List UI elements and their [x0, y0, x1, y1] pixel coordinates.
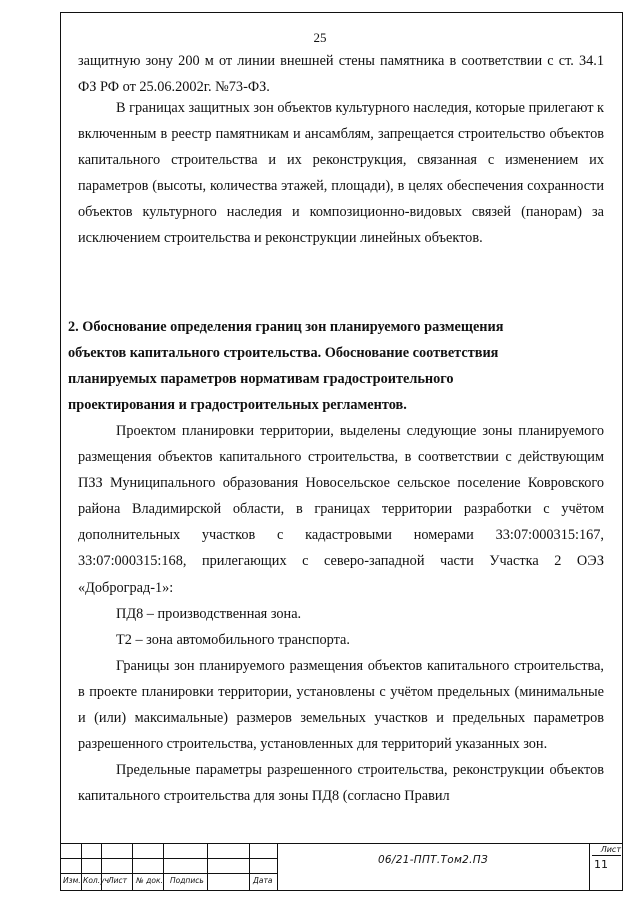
- stamp-label-kol: Кол.уч: [83, 876, 109, 885]
- paragraph: В границах защитных зон объектов культурного наследия, которые прилегают к включенным в реестр памятникам и ансамблям, запрещается строительство объектов капитального строительства и их реконструкция, связанная с изменением их параметров (высоты, количества этажей, площади), в целях обеспечения сохранности объектов культурного наследия и композиционно-видовых связей (панорам) за исключением строительства и реконструкции линейных объектов.: [78, 100, 604, 247]
- sheet-number: 11: [594, 858, 608, 871]
- page-number: 25: [313, 30, 327, 45]
- sheet-box: [589, 844, 623, 890]
- stamp-label-list: Лист: [108, 876, 128, 885]
- stamp-col-line: [277, 844, 278, 890]
- stamp-row-line: [60, 858, 277, 859]
- text-block-top: [78, 48, 604, 100]
- stamp-label-izm: Изм.: [63, 876, 81, 885]
- heading-line: 2. Обоснование определения границ зон планируемого размещения: [68, 319, 504, 335]
- stamp-col-line: [81, 844, 82, 890]
- stamp-col-line: [60, 844, 61, 890]
- stamp-label-doc: № док.: [136, 876, 163, 885]
- text-block-zones: [78, 418, 604, 809]
- heading-line: проектирования и градостроительных регламентов.: [68, 397, 407, 414]
- paragraph: Предельные параметры разрешенного строительства, реконструкции объектов капитального строительства для зоны ПД8 (согласно Правил: [78, 762, 604, 805]
- heading-line: планируемых параметров нормативам градостроительного: [68, 371, 454, 388]
- stamp-col-line: [249, 844, 250, 890]
- sheet-label: Лист: [592, 845, 621, 856]
- title-block-stamp: [60, 843, 623, 891]
- text-block-restrictions: [78, 95, 604, 252]
- section-heading: [68, 314, 614, 418]
- stamp-row-line: [60, 873, 277, 874]
- stamp-grid: [60, 844, 277, 890]
- paragraph: Т2 – зона автомобильного транспорта.: [116, 631, 350, 648]
- heading-line: объектов капитального строительства. Обоснование соответствия: [68, 345, 499, 362]
- stamp-label-sign: Подпись: [170, 876, 204, 885]
- stamp-col-line: [207, 844, 208, 890]
- paragraph: защитную зону 200 м от линии внешней стены памятника в соответствии с ст. 34.1 ФЗ РФ от 25.06.2002г. №73-ФЗ.: [78, 53, 604, 96]
- stamp-label-date: Дата: [253, 876, 273, 885]
- paragraph: ПД8 – производственная зона.: [116, 605, 302, 622]
- paragraph: Проектом планировки территории, выделены следующие зоны планируемого размещения объектов капитального строительства, в соответствии с действующим ПЗЗ Муниципального образования Новосельское сельское поселение Ковровского района Владимирской области, в границах территории разработки с учётом дополнительных участков с кадастровыми номерами 33:07:000315:167, 33:07:000315:168, прилегающих с северо-западной части Участка 2 ОЭЗ «Доброград-1»:: [78, 423, 604, 596]
- paragraph: Границы зон планируемого размещения объектов капитального строительства, в проекте планировки территории, установлены с учётом предельных (минимальные и (или) максимальные) размеров земельных участков и предельных параметров разрешенного строительства, установленных для территорий указанных зон.: [78, 657, 604, 753]
- stamp-col-line: [132, 844, 133, 890]
- document-code: 06/21-ППТ.Том2.ПЗ: [377, 854, 489, 866]
- stamp-col-line: [163, 844, 164, 890]
